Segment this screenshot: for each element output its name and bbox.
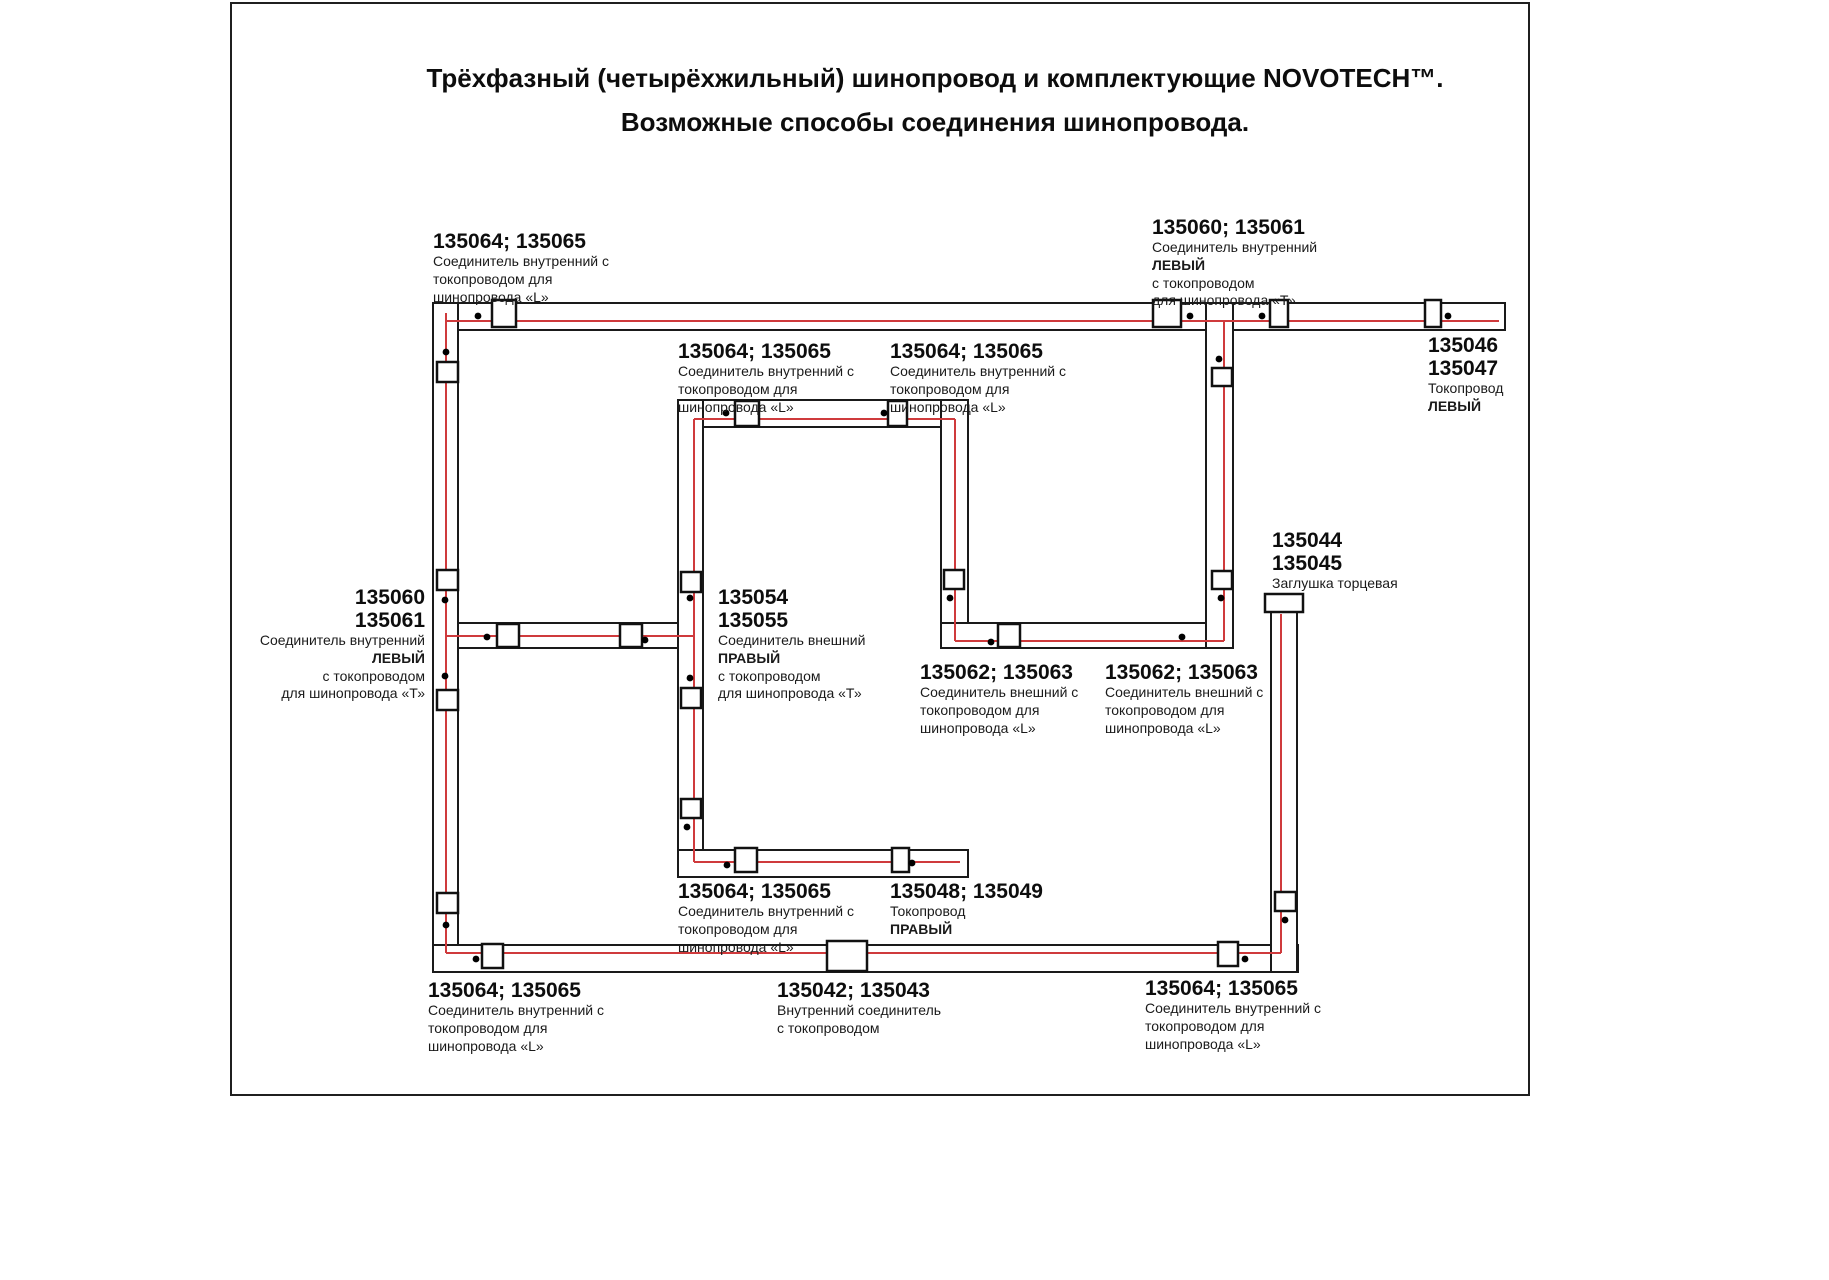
rivet-dot	[1445, 313, 1452, 320]
label-feed-right: 135048; 135049 Токопровод ПРАВЫЙ	[890, 880, 1043, 937]
connector-box	[437, 690, 458, 710]
rivet-dot	[909, 860, 916, 867]
label-inner-top-left: 135064; 135065 Соединитель внутренний с токопроводом для шинопровода «L»	[678, 340, 854, 415]
label-inner-top-right: 135064; 135065 Соединитель внутренний с токопроводом для шинопровода «L»	[890, 340, 1066, 415]
title-line-1: Трёхфазный (четырёхжильный) шинопровод и комплектующие NOVOTECH™.	[426, 63, 1444, 93]
label-tee-top-right: 135060; 135061 Соединитель внутренний ЛЕВЫЙ с токопроводом для шинопровода «Т»	[1152, 216, 1318, 309]
rivet-dot	[1218, 595, 1225, 602]
label-top-left: 135064; 135065 Соединитель внутренний с токопроводом для шинопровода «L»	[433, 230, 609, 305]
track-feed-bottom	[678, 850, 968, 877]
rivet-dot	[684, 824, 691, 831]
title-line-2: Возможные способы соединения шинопровода.	[620, 107, 1250, 138]
rivet-dot	[1259, 313, 1266, 320]
end-cap	[1265, 594, 1303, 612]
rivet-dot	[724, 862, 731, 869]
connector-box	[681, 572, 701, 592]
rivet-dot	[642, 637, 649, 644]
label-bottom-right: 135064; 135065 Соединитель внутренний с токопроводом для шинопровода «L»	[1145, 977, 1321, 1052]
rivet-dot	[443, 349, 450, 356]
rivet-dot	[484, 634, 491, 641]
connector-box	[437, 570, 458, 590]
connector-box	[998, 624, 1020, 647]
connector-box	[497, 624, 519, 647]
label-outer-corner-right: 135062; 135063 Соединитель внешний с токопроводом для шинопровода «L»	[1105, 661, 1264, 736]
connector-box	[735, 848, 757, 872]
rivet-dot	[442, 597, 449, 604]
rivet-dot	[1216, 356, 1223, 363]
connector-box	[1275, 892, 1296, 911]
rivet-dot	[473, 956, 480, 963]
rivet-dot	[947, 595, 954, 602]
connector-box	[681, 688, 701, 708]
rivet-dot	[988, 639, 995, 646]
rivet-dot	[881, 410, 888, 417]
connector-box	[681, 799, 701, 818]
track-connector-h	[941, 623, 1233, 648]
connector-box	[620, 624, 642, 647]
connector-box	[437, 893, 458, 913]
rivet-dot	[442, 673, 449, 680]
label-outer-corner-left: 135062; 135063 Соединитель внешний с токопроводом для шинопровода «L»	[920, 661, 1079, 736]
connector-box	[482, 944, 503, 968]
rivet-dot	[1282, 917, 1289, 924]
rivet-dot	[475, 313, 482, 320]
label-end-cap: 135044 135045 Заглушка торцевая	[1272, 529, 1398, 592]
connector-box	[1218, 942, 1238, 966]
connector-box	[892, 848, 909, 872]
connector-box	[1212, 368, 1232, 386]
connector-box	[944, 570, 964, 589]
label-bottom-left: 135064; 135065 Соединитель внутренний с токопроводом для шинопровода «L»	[428, 979, 604, 1054]
rivet-dot	[1187, 313, 1194, 320]
rivet-dot	[687, 595, 694, 602]
track-top	[433, 303, 1505, 330]
connector-box	[1425, 300, 1441, 327]
connector-box	[1212, 571, 1232, 589]
label-tee-center: 135054 135055 Соединитель внешний ПРАВЫЙ с токопроводом для шинопровода «Т»	[718, 586, 866, 702]
rivet-dot	[1179, 634, 1186, 641]
label-right-end: 135046 135047 Токопровод ЛЕВЫЙ	[1428, 334, 1504, 414]
label-tee-left: 135060 135061 Соединитель внутренний ЛЕВЫЙ с токопроводом для шинопровода «Т»	[259, 586, 425, 702]
rivet-dot	[687, 675, 694, 682]
rivet-dot	[1242, 956, 1249, 963]
rivet-dot	[443, 922, 450, 929]
connector-box	[437, 362, 458, 382]
label-mid-bottom-left: 135064; 135065 Соединитель внутренний с токопроводом для шинопровода «L»	[678, 880, 854, 955]
label-bottom-center: 135042; 135043 Внутренний соединитель с токопроводом	[777, 979, 942, 1036]
